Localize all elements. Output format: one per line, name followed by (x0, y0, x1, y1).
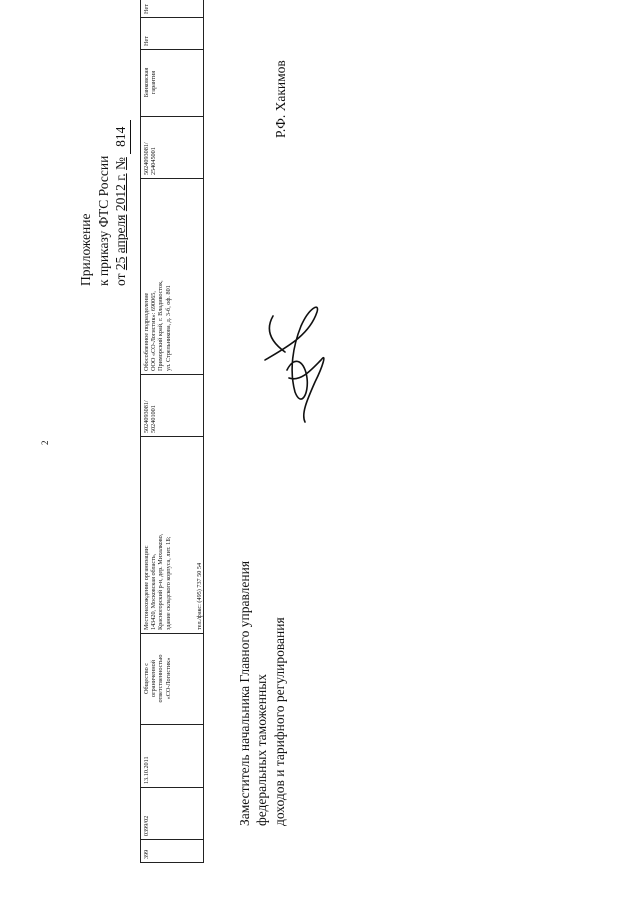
order-number: 814 (112, 120, 131, 154)
kpp-line: 502401001 (150, 405, 158, 433)
guarantee-line: Банковская (143, 67, 150, 98)
division-inn-kpp-cell (141, 117, 204, 179)
phone-line: тел./факс: (495) 737 50 54 (195, 562, 203, 630)
flag-cell: Нет (141, 18, 204, 50)
org-line: ответственностью (157, 654, 165, 703)
org-line: ограниченной (150, 660, 158, 697)
page-number: 2 (40, 440, 50, 445)
table-row (141, 0, 204, 863)
flag-cell: Нет (141, 0, 204, 18)
division-line: ул. Стрельникова, д. 3-б, оф. 801 (164, 285, 172, 371)
date-prefix: от (113, 273, 129, 286)
date-cell: 13.10.2011 (141, 725, 204, 788)
address-line: 143420, Московская область, (150, 553, 158, 630)
org-line: Общество с (143, 663, 150, 694)
row-number-cell: 399 (141, 840, 204, 863)
address-line: здание складского корпуса, лит. 1Б; (164, 536, 172, 630)
guarantee-line: гарантия (150, 70, 158, 95)
division-line: Приморский край, г. Владивосток, (157, 280, 165, 371)
registry-table (140, 0, 204, 863)
organization-cell (141, 634, 204, 725)
signer-title-line: федеральных таможенных (254, 673, 270, 826)
signer-title (236, 506, 288, 826)
inn-kpp-cell (141, 375, 204, 437)
signer-title-line: доходов и тарифного регулирования (271, 617, 287, 826)
appendix-date-line (112, 16, 131, 286)
appendix-title: Приложение (78, 213, 93, 286)
date-month: апреля (113, 214, 129, 254)
kpp-line: 254045001 (150, 147, 158, 175)
inn-line: 5024093081/ (143, 142, 150, 175)
appendix-order-ref: к приказу ФТС России (95, 155, 111, 286)
address-line: Красногорский р-н, дер. Михалково, (157, 533, 165, 630)
inn-line: 5024093081/ (143, 400, 150, 433)
date-year: 2012 г. (113, 173, 129, 212)
appendix-header (77, 16, 131, 286)
registry-table-wrapper (140, 4, 203, 863)
division-line: Обособленное подразделение (143, 292, 150, 371)
org-line: «СО-Логистик» (164, 657, 172, 700)
division-cell (141, 179, 204, 375)
date-day: 25 (113, 256, 129, 271)
address-line: Местонахождение организации: (143, 545, 150, 630)
signer-name: Р.Ф. Хакимов (273, 60, 288, 138)
handwritten-signature (245, 290, 355, 430)
guarantee-cell (141, 50, 204, 117)
number-sign: № (113, 157, 129, 171)
address-cell (141, 437, 204, 634)
signer-title-line: Заместитель начальника Главного управления (237, 560, 252, 826)
division-line: ООО «СО-Логистик»: 690065, (150, 291, 158, 371)
registry-code-cell: 0399/02 (141, 788, 204, 840)
